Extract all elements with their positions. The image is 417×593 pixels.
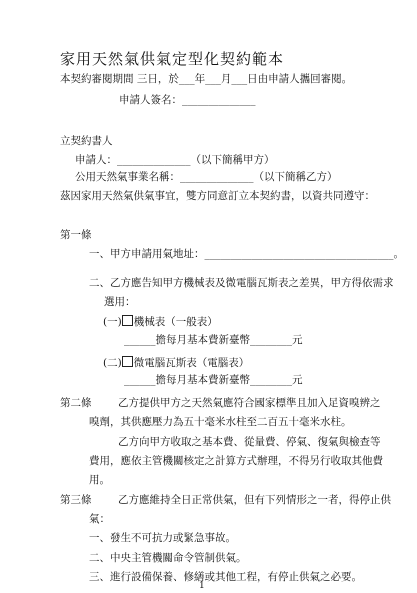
document-title: 家用天然氣供氣定型化契約範本: [60, 50, 285, 68]
article-3-item-1: 一、發生不可抗力或緊急事故。: [89, 532, 236, 544]
party-company-line: 公用天然氣事業名稱：______________（以下簡稱乙方）: [75, 171, 338, 183]
article-2-line-2: 嗅劑，其供應壓力為五十毫米水柱至二百五十毫米水柱。: [89, 416, 352, 428]
meter-option-2-fee: ______擔每月基本費新臺幣________元: [124, 374, 303, 386]
meter-option-2-label: (二): [103, 357, 122, 369]
article-1-heading: 第一條: [60, 229, 92, 241]
meter-option-1-fee: ______擔每月基本費新臺幣________元: [124, 334, 303, 346]
applicant-signature-line: 申請人簽名：______________: [119, 94, 256, 106]
contract-parties-heading: 立契約書人: [60, 135, 113, 147]
checkbox-icon: [122, 315, 133, 326]
meter-option-2: [103, 356, 249, 370]
article-2-heading: 第二條: [60, 397, 92, 409]
checkbox-icon: [122, 356, 133, 367]
meter-option-1-text: 機械表（一般表）: [133, 316, 218, 328]
meter-option-1-label: (一): [103, 316, 122, 328]
article-2-line-1: 乙方提供甲方之天然氣應符合國家標準且加入足資嗅辨之: [118, 397, 381, 409]
meter-option-1: [103, 315, 218, 329]
article-1-item-2-line-1: 二、乙方應告知甲方機械表及微電腦瓦斯表之差異，甲方得依需求: [89, 277, 394, 289]
agreement-intro-text: 茲因家用天然氣供氣事宜，雙方同意訂立本契約書，以資共同遵守：: [60, 190, 375, 202]
article-2-line-5: 用。: [89, 474, 110, 486]
page-number: 1: [199, 581, 205, 591]
article-1-item-2-line-2: 選用：: [104, 296, 136, 308]
article-1-item-1: 一、甲方申請用氣地址：____________________________________。: [89, 248, 404, 260]
article-2-line-4: 費用，應依主管機關核定之計算方式辦理，不得另行收取其他費: [89, 455, 383, 467]
article-3-item-3: 三、進行設備保養、修繕或其他工程，有停止供氣之必要。: [89, 571, 362, 583]
article-3-item-2: 二、中央主管機關命令管制供氣。: [89, 552, 247, 564]
article-2-line-3: 乙方向甲方收取之基本費、從量費、停氣、復氣與檢查等: [118, 436, 381, 448]
article-3-heading: 第三條: [60, 494, 92, 506]
article-3-line-2: 氣：: [89, 513, 110, 525]
article-3-line-1: 乙方應維持全日正常供氣，但有下列情形之一者，得停止供: [118, 494, 391, 506]
meter-option-2-text: 微電腦瓦斯表（電腦表）: [133, 357, 250, 369]
review-period-text: 本契約審閱期間 三日，於___年___月___日由申請人攜回審閱。: [60, 73, 353, 85]
party-applicant-line: 申請人：______________（以下簡稱甲方）: [75, 154, 275, 166]
